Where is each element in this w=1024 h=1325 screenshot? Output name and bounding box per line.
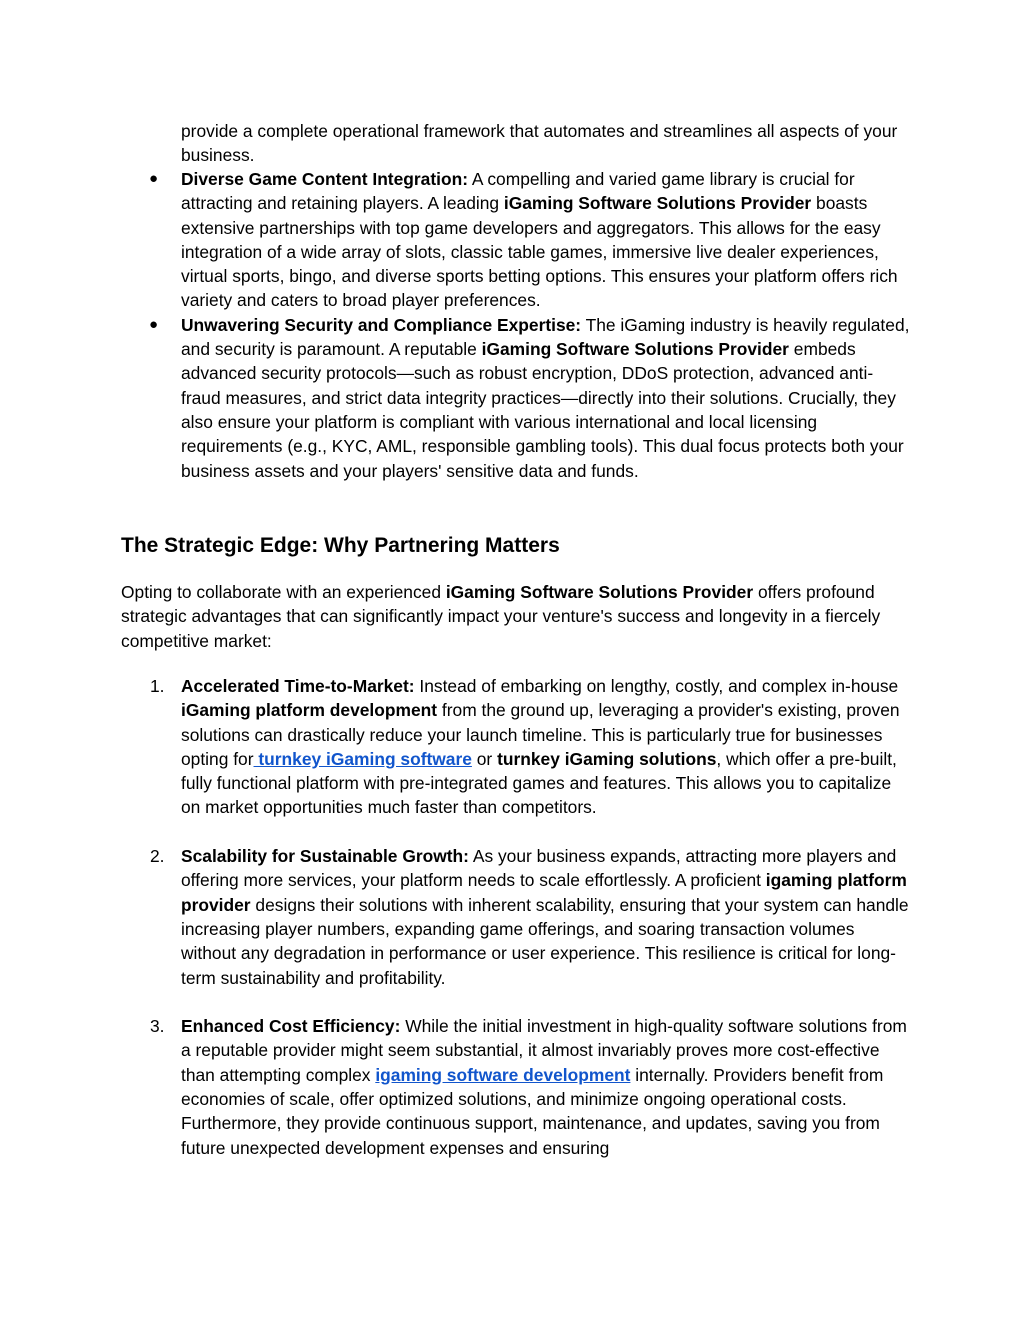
bullet-item-game-content [0, 167, 911, 313]
list-number: 1. [150, 676, 165, 696]
item-bold-term: igaming platform provider [181, 870, 907, 915]
item-text: , which offer a pre-built, fully functional platform with pre-integrated games and features. This allows you to capitalize on market opportunities much faster than competitors. [181, 748, 897, 818]
turnkey-igaming-software-link[interactable]: turnkey iGaming software [253, 748, 472, 769]
bullet-list [0, 167, 1024, 483]
item-bold-term: turnkey iGaming solutions [497, 748, 717, 769]
intro-paragraph [121, 580, 911, 653]
bullet-text: A compelling and varied game library is crucial for attracting and retaining players. A leading [181, 169, 855, 214]
item-text: While the initial investment in high-quality software solutions from a reputable provider might seem substantial, it almost invariably proves more cost-effective than attempting complex [181, 1016, 907, 1085]
item-text: from the ground up, leveraging a provider's existing, proven solutions can drastically reduce your launch timeline. This is particularly true for businesses opting for [181, 700, 900, 769]
bullet-bold-term: iGaming Software Solutions Provider [481, 339, 789, 360]
item-title: Scalability for Sustainable Growth: [181, 846, 469, 867]
item-bold-term: iGaming platform development [181, 700, 438, 721]
intro-text: offers profound strategic advantages that can significantly impact your venture's success and longevity in a fiercely competitive market: [121, 582, 881, 651]
bullet-item-security [0, 313, 911, 483]
item-text: or [471, 748, 498, 769]
list-number: 2. [150, 846, 165, 867]
item-text: As your business expands, attracting more players and offering more services, your platform needs to scale effortlessly. A proficient [181, 846, 897, 891]
bullet-text: boasts extensive partnerships with top game developers and aggregators. This allows for the easy integration of a wide array of slots, classic table games, immersive live dealer experiences, virtual sports, bingo, and diverse sports betting options. This ensures your platform offers rich variety and caters to broad player preferences. [181, 193, 898, 311]
item-title: Accelerated Time-to-Market: [181, 676, 415, 696]
numbered-item-cost-efficiency [0, 1014, 911, 1160]
bullet-text: The iGaming industry is heavily regulated, and security is paramount. A reputable [181, 314, 910, 360]
bullet-marker: ● [149, 315, 159, 333]
numbered-item-time-to-market [0, 674, 911, 820]
bullet-title: Unwavering Security and Compliance Expertise: [181, 314, 582, 335]
bullet-marker: ● [149, 170, 159, 187]
intro-text: Opting to collaborate with an experienced [121, 582, 446, 602]
intro-bold-term: iGaming Software Solutions Provider [445, 582, 754, 602]
list-number: 3. [150, 1016, 165, 1037]
item-text: internally. Providers benefit from economies of scale, offer optimized solutions, and minimize ongoing operational costs. Furthermore, they provide continuous support, maintenance, and updates, saving you from future unexpected development expenses and ensuring [181, 1064, 884, 1158]
igaming-software-development-link[interactable]: igaming software development [375, 1064, 631, 1085]
continuation-paragraph: provide a complete operational framework that automates and streamlines all aspects of your business. [181, 121, 898, 166]
bullet-bold-term: iGaming Software Solutions Provider [503, 193, 812, 214]
numbered-list [0, 674, 1024, 1184]
item-title: Enhanced Cost Efficiency: [181, 1016, 401, 1037]
item-text: Instead of embarking on lengthy, costly, and complex in-house [414, 676, 899, 696]
bullet-text: embeds advanced security protocols—such as robust encryption, DDoS protection, advanced anti-fraud measures, and strict data integrity practices—directly into their solutions. Crucially, they also ensure your platform is compliant with various international and local licensing requirements (e.g., KYC, AML, responsible gambling tools). This dual focus protects both your business assets and your players' sensitive data and funds. [181, 339, 904, 481]
section-heading: The Strategic Edge: Why Partnering Matters [121, 534, 560, 557]
numbered-item-scalability [0, 844, 911, 990]
item-text: designs their solutions with inherent scalability, ensuring that your system can handle increasing player numbers, expanding game offerings, and soaring transaction volumes without any degradation in performance or user experience. This resilience is critical for long-term sustainability and profitability. [181, 894, 909, 988]
bullet-title: Diverse Game Content Integration: [181, 169, 468, 189]
